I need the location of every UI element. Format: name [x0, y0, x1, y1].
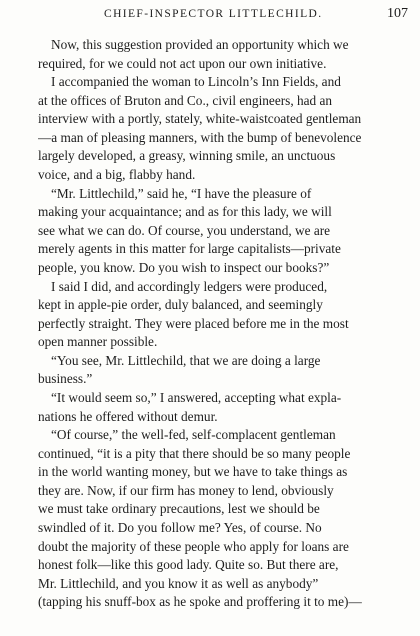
text-line: continued, “it is a pity that there should be so many people: [38, 445, 351, 461]
running-head: CHIEF-INSPECTOR LITTLECHILD.: [104, 8, 323, 20]
text-line: kept in apple-pie order, duly balanced, and seemingly: [38, 297, 323, 313]
text-line: I said I did, and accordingly ledgers were produced,: [51, 278, 328, 294]
text-line: they are. Now, if our firm has money to lend, obviously: [38, 482, 334, 498]
text-line: we must take ordinary precautions, lest we should be: [38, 501, 320, 517]
text-line: perfectly straight. They were placed before me in the most: [38, 315, 349, 331]
text-line: swindled of it. Do you follow me? Yes, of course. No: [38, 520, 322, 536]
text-line: doubt the majority of these people who apply for loans are: [38, 538, 349, 554]
text-line: “Mr. Littlechild,” said he, “I have the pleasure of: [51, 185, 312, 201]
text-line: open manner possible.: [38, 334, 158, 350]
text-line: interview with a portly, stately, white-waistcoated gentleman: [38, 111, 362, 127]
text-line: at the offices of Bruton and Co., civil engineers, had an: [38, 92, 333, 108]
text-line: —a man of pleasing manners, with the bump of benevolence: [38, 129, 362, 145]
text-line: Mr. Littlechild, and you know it as well as anybody”: [38, 575, 319, 591]
text-line: merely agents in this matter for large capitalists—private: [38, 241, 341, 257]
text-line: “You see, Mr. Littlechild, that we are doing a large: [51, 352, 321, 368]
text-line: I accompanied the woman to Lincoln’s Inn Fields, and: [51, 74, 341, 90]
body-text: [38, 36, 416, 612]
text-line: see what we can do. Of course, you understand, we are: [38, 222, 331, 238]
text-line: honest folk—like this good lady. Quite so. But there are,: [38, 557, 339, 573]
text-line: “Of course,” the well-fed, self-complacent gentleman: [51, 427, 336, 443]
text-line: “It would seem so,” I answered, accepting what expla-: [51, 389, 342, 405]
text-line: business.”: [38, 371, 93, 387]
text-line: people, you know. Do you wish to inspect our books?”: [38, 259, 330, 275]
text-line: making your acquaintance; and as for this lady, we will: [38, 204, 332, 220]
text-line: largely developed, a greasy, winning smile, an unctuous: [38, 148, 336, 164]
text-line: voice, and a big, flabby hand.: [38, 167, 196, 183]
page-number: 107: [387, 6, 408, 21]
text-line: required, for we could not act upon our own initiative.: [38, 55, 327, 71]
text-line: in the world wanting money, but we have to take things as: [38, 464, 348, 480]
text-line: nations he offered without demur.: [38, 408, 218, 424]
text-line: (tapping his snuff-box as he spoke and proffering it to me)—: [38, 594, 362, 610]
text-line: Now, this suggestion provided an opportunity which we: [51, 37, 349, 52]
